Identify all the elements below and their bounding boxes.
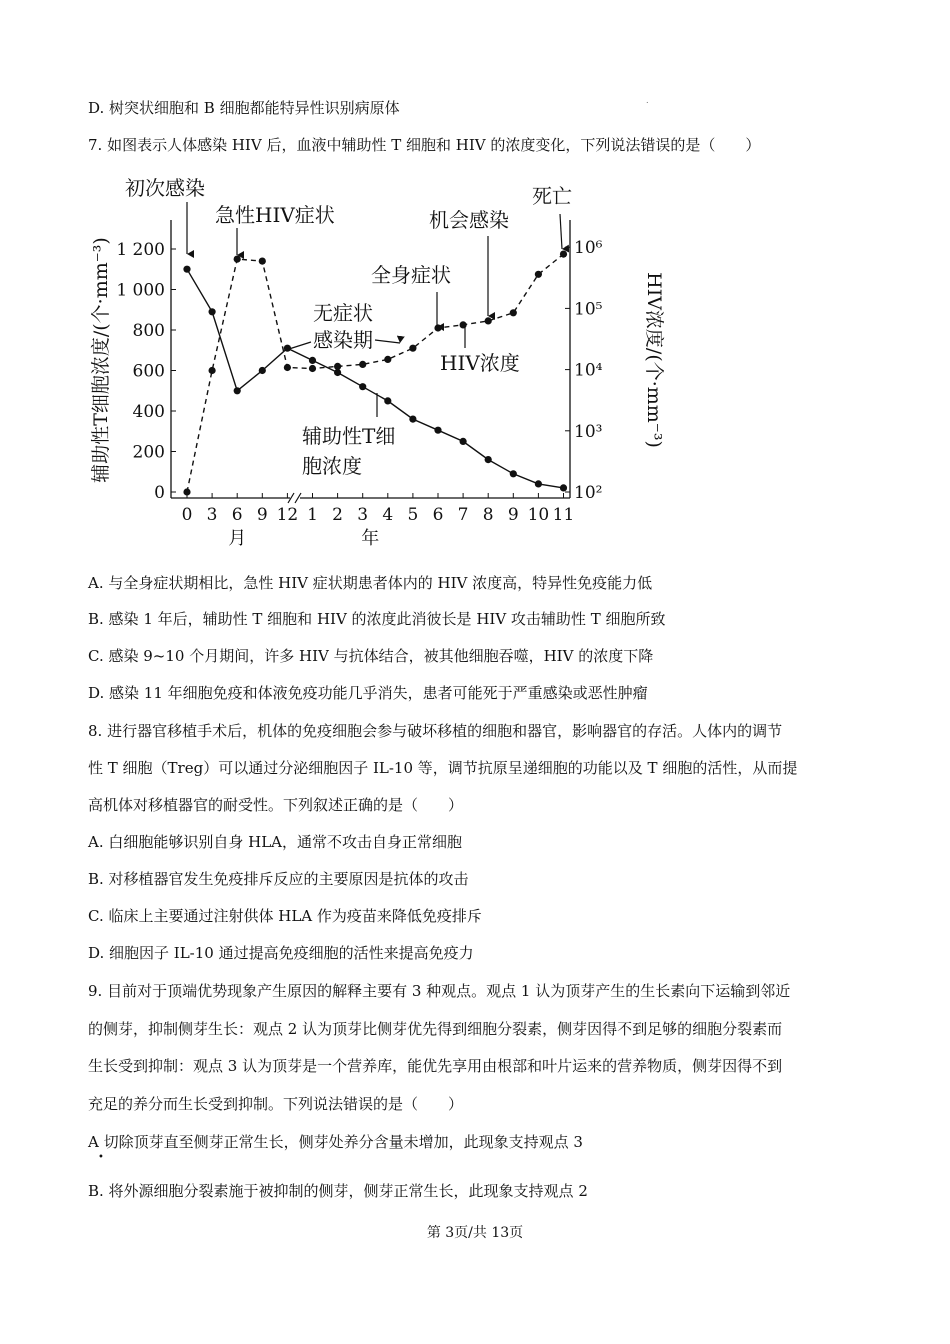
option-7a: A. 与全身症状期相比，急性 HIV 症状期患者体内的 HIV 浓度高，特异性免疫能力低	[88, 574, 653, 592]
t-cell-point	[259, 367, 266, 374]
t-cell-point	[309, 357, 316, 364]
hiv-point	[183, 488, 190, 495]
option-8a: A. 白细胞能够识别自身 HLA，通常不攻击自身正常细胞	[88, 833, 463, 851]
x-tick-label: 5	[407, 505, 419, 525]
y2-axis-title: HIV浓度/(个·mm⁻³)	[643, 272, 665, 448]
annotation-hiv-concentration: HIV浓度	[440, 351, 520, 375]
hiv-chart	[85, 172, 675, 552]
question-9-line1: 9. 目前对于顶端优势现象产生原因的解释主要有 3 种观点。观点 1 认为顶芽产生的生长素向下运输到邻近	[88, 982, 791, 1000]
hiv-point	[535, 271, 542, 278]
question-9-line3: 生长受到抑制：观点 3 认为顶芽是一个营养库，能优先享用由根部和叶片运来的营养物质，侧芽因得不到	[88, 1057, 783, 1075]
hiv-point	[384, 356, 391, 363]
annotation-opportunistic: 机会感染	[429, 208, 509, 232]
hiv-point	[510, 309, 517, 316]
question-8-line1: 8. 进行器官移植手术后，机体的免疫细胞会参与破坏移植的细胞和器官，影响器官的存活。人体内的调节	[88, 722, 783, 740]
decorative-dot: •	[98, 1152, 104, 1163]
question-9-line2: 的侧芽，抑制侧芽生长：观点 2 认为顶芽比侧芽优先得到细胞分裂素，侧芽因得不到足够的细胞分裂素而	[88, 1020, 783, 1038]
question-7: 7. 如图表示人体感染 HIV 后，血液中辅助性 T 细胞和 HIV 的浓度变化，下列说法错误的是（ ）	[88, 136, 761, 154]
arrow-death	[560, 214, 562, 249]
hiv-point	[434, 324, 441, 331]
hiv-point	[334, 363, 341, 370]
y-axis-title: 辅助性T细胞浓度/(个·mm⁻³)	[90, 237, 112, 483]
x-tick-label: 11	[552, 505, 575, 525]
arrow-asymptomatic	[375, 340, 400, 343]
series-line-t-cell	[187, 269, 564, 488]
t-cell-point	[434, 427, 441, 434]
hiv-point	[359, 361, 366, 368]
option-7d: D. 感染 11 年细胞免疫和体液免疫功能几乎消失，患者可能死于严重感染或恶性肿瘤	[88, 684, 648, 702]
annotation-death: 死亡	[532, 184, 572, 208]
option-8b: B. 对移植器官发生免疫排斥反应的主要原因是抗体的攻击	[88, 870, 469, 888]
t-cell-point	[560, 484, 567, 491]
x-tick-label: 10	[527, 505, 550, 525]
t-cell-point	[183, 266, 190, 273]
hiv-point	[485, 317, 492, 324]
y-tick-label: 800	[132, 321, 165, 341]
annotation-t-cell-line2: 胞浓度	[302, 454, 362, 478]
annotation-initial-infection: 初次感染	[125, 176, 205, 200]
annotation-asymptomatic-2: 感染期	[313, 328, 373, 352]
y-tick-label: 600	[132, 361, 165, 382]
t-cell-point	[209, 308, 216, 315]
x-tick-label: 6	[231, 505, 243, 525]
hiv-point	[209, 367, 216, 374]
annotation-acute-hiv: 急性HIV症状	[215, 203, 335, 227]
y2-tick-label: 10³	[574, 421, 603, 442]
y2-tick-label: 10⁶	[574, 238, 603, 259]
y2-tick-label: 10⁵	[574, 299, 603, 320]
hiv-point	[259, 258, 266, 265]
hiv-point	[284, 364, 291, 371]
x-tick-label: 3	[206, 505, 218, 525]
t-cell-point	[384, 397, 391, 404]
x-tick-label: 6	[432, 505, 444, 525]
annotation-systemic: 全身症状	[371, 263, 451, 287]
question-8-line3: 高机体对移植器官的耐受性。下列叙述正确的是（ ）	[88, 796, 464, 814]
t-cell-point	[485, 456, 492, 463]
y-tick-label: 400	[132, 402, 165, 422]
y2-tick-label: 10⁴	[574, 360, 603, 381]
page-footer: 第 3页/共 13页	[426, 1225, 524, 1241]
x-unit-month: 月	[228, 528, 247, 549]
x-tick-label: 2	[332, 505, 344, 525]
x-tick-label: 8	[482, 505, 494, 525]
t-cell-point	[234, 387, 241, 394]
option-7b: B. 感染 1 年后，辅助性 T 细胞和 HIV 的浓度此消彼长是 HIV 攻击辅助性 T 细胞所致	[88, 610, 666, 628]
annotation-asymptomatic-1: 无症状	[313, 301, 373, 325]
x-tick-label: 0	[181, 505, 193, 525]
hiv-point	[234, 256, 241, 263]
x-tick-label: 1	[307, 505, 318, 525]
t-cell-point	[359, 383, 366, 390]
option-9b: B. 将外源细胞分裂素施于被抑制的侧芽，侧芽正常生长，此现象支持观点 2	[88, 1182, 588, 1200]
option-8d: D. 细胞因子 IL-10 通过提高免疫细胞的活性来提高免疫力	[88, 944, 474, 962]
y-tick-label: 1 000	[116, 280, 165, 301]
hiv-point	[309, 365, 316, 372]
t-cell-point	[460, 438, 467, 445]
option-8c: C. 临床上主要通过注射供体 HLA 作为疫苗来降低免疫排斥	[88, 907, 482, 925]
hiv-point	[560, 251, 567, 258]
hiv-point	[460, 321, 467, 328]
t-cell-point	[535, 480, 542, 487]
pointer-asymptomatic	[289, 342, 311, 349]
option-9a: A 切除顶芽直至侧芽正常生长，侧芽处养分含量未增加，此现象支持观点 3	[88, 1133, 583, 1151]
decorative-dot: .	[646, 96, 649, 105]
x-tick-label: 7	[457, 505, 469, 525]
y-tick-label: 200	[132, 442, 165, 463]
question-8-line2: 性 T 细胞（Treg）可以通过分泌细胞因子 IL-10 等，调节抗原呈递细胞的功能以及 T 细胞的活性，从而提	[88, 759, 798, 777]
t-cell-point	[409, 416, 416, 423]
x-tick-label: 3	[357, 505, 369, 525]
t-cell-point	[510, 470, 517, 477]
option-6d: D. 树突状细胞和 B 细胞都能特异性识别病原体	[88, 99, 400, 117]
y-tick-label: 1 200	[116, 240, 165, 260]
x-tick-label: 12	[276, 505, 299, 525]
y2-tick-label: 10²	[574, 483, 603, 503]
x-tick-label: 4	[382, 505, 394, 525]
x-unit-year: 年	[361, 528, 380, 549]
y-tick-label: 0	[154, 483, 165, 503]
x-tick-label: 9	[507, 505, 519, 525]
annotation-t-cell-line1: 辅助性T细	[302, 424, 396, 448]
x-tick-label: 9	[256, 505, 268, 525]
hiv-point	[409, 345, 416, 352]
option-7c: C. 感染 9~10 个月期间，许多 HIV 与抗体结合，被其他细胞吞噬，HIV 的浓度下降	[88, 647, 654, 665]
question-9-line4: 充足的养分而生长受到抑制。下列说法错误的是（ ）	[88, 1095, 464, 1113]
